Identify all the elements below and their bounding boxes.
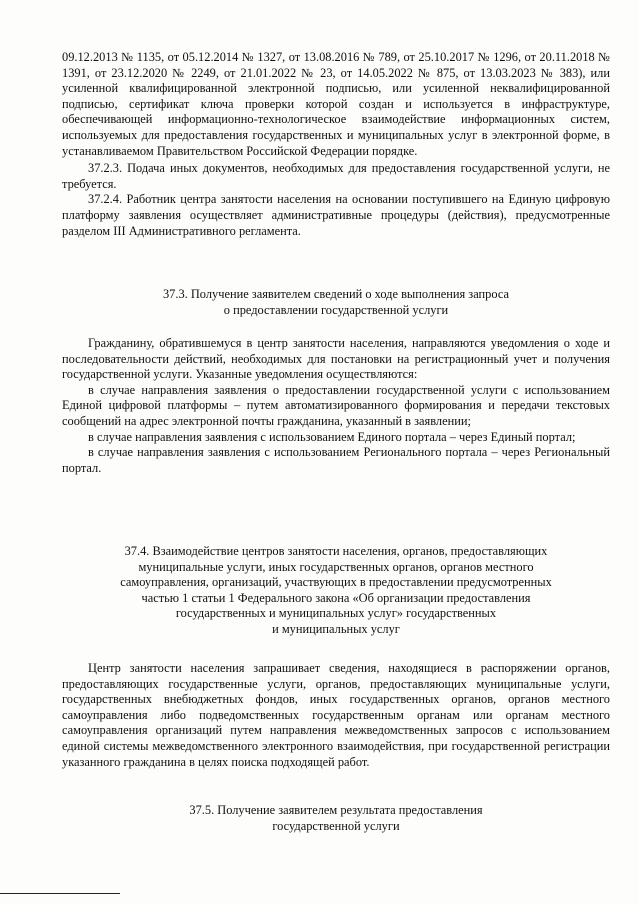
heading-37-5-line-2: государственной услуги: [272, 818, 400, 833]
heading-37-4-line: частью 1 статьи 1 Федерального закона «Об организации предоставления: [141, 590, 531, 605]
heading-37-4-line: 37.4. Взаимодействие центров занятости населения, органов, предоставляющих: [124, 544, 548, 558]
paragraph-37-4: Центр занятости населения запрашивает сведения, находящиеся в распоряжении органов, предоставляющих государственные услуги, органов, предоставляющих муниципальные услуги, государственных внебюджетных фондов, иных государственных органов, органов местного самоуправления либо подведомственных государственным органам или органам местного самоуправления организаций путем направления межведомственных запросов с использованием единой системы межведомственного электронного взаимодействия, при государственной регистрации указанного гражданина в целях поиска подходящей работ.: [62, 661, 610, 769]
paragraph-37-3-item-regional-portal: в случае направления заявления с использованием Регионального портала – через Региональный портал.: [62, 445, 610, 475]
section-37-3-body: [62, 336, 610, 476]
heading-37-3-line-1: 37.3. Получение заявителем сведений о ходе выполнения запроса: [162, 287, 510, 301]
paragraph-37-2-4: 37.2.4. Работник центра занятости населения на основании поступившего на Единую цифровую платформу заявления осуществляет административные процедуры (действия), предусмотренные разделом III Административного регламента.: [62, 192, 610, 238]
paragraph-37-3-item-email: в случае направления заявления о предоставлении государственной услуги с использованием Единой цифровой платформы – путем автоматизированного формирования и передачи текстовых сообщений на адрес электронной почты гражданина, указанный в заявлении;: [62, 382, 610, 428]
section-37-4-body: [62, 661, 610, 770]
heading-37-3-line-2: о предоставлении государственной услуги: [223, 302, 449, 317]
paragraph-digital-signature: 09.12.2013 № 1135, от 05.12.2014 № 1327, от 13.08.2016 № 789, от 25.10.2017 № 1296, от 20.11.2018 № 1391, от 23.12.2020 № 2249, от 21.01.2022 № 23, от 14.05.2022 № 875, от 13.03.2023 № 383), или усиленной квалифицированной электронной подписью, или усиленной неквалифицированной подписью, сертификат ключа проверки которой создан и используется в инфраструктуре, обеспечивающей информационно-технологическое взаимодействие информационных систем, используемых для предоставления государственных и муниципальных услуг в электронной форме, в устанавливаемом Правительством Российской Федерации порядке.: [62, 50, 610, 158]
paragraph-37-3-item-unified-portal: в случае направления заявления с использованием Единого портала – через Единый портал;: [88, 429, 576, 444]
heading-37-4-line: государственных и муниципальных услуг» государственных: [175, 606, 497, 621]
heading-37-4-line: самоуправления, организаций, участвующих в предоставлении предусмотренных: [120, 575, 552, 590]
heading-37-4: [62, 544, 610, 638]
paragraph-37-2-3: 37.2.3. Подача иных документов, необходимых для предоставления государственной услуги, не требуется.: [62, 161, 610, 191]
section-37-2-continuation: [62, 50, 610, 239]
heading-37-4-line: и муниципальных услуг: [272, 621, 400, 636]
heading-37-5: [62, 803, 610, 834]
heading-37-4-line: муниципальные услуги, иных государственных органов, органов местного: [138, 559, 534, 574]
footer-rule: [0, 893, 120, 894]
heading-37-5-line-1: 37.5. Получение заявителем результата предоставления: [189, 803, 483, 817]
heading-37-3: [62, 287, 610, 318]
paragraph-37-3-intro: Гражданину, обратившемуся в центр занятости населения, направляются уведомления о ходе и последовательности действий, необходимых для постановки на регистрационный учет и получения государственной услуги. Указанные уведомления осуществляются:: [62, 336, 610, 382]
